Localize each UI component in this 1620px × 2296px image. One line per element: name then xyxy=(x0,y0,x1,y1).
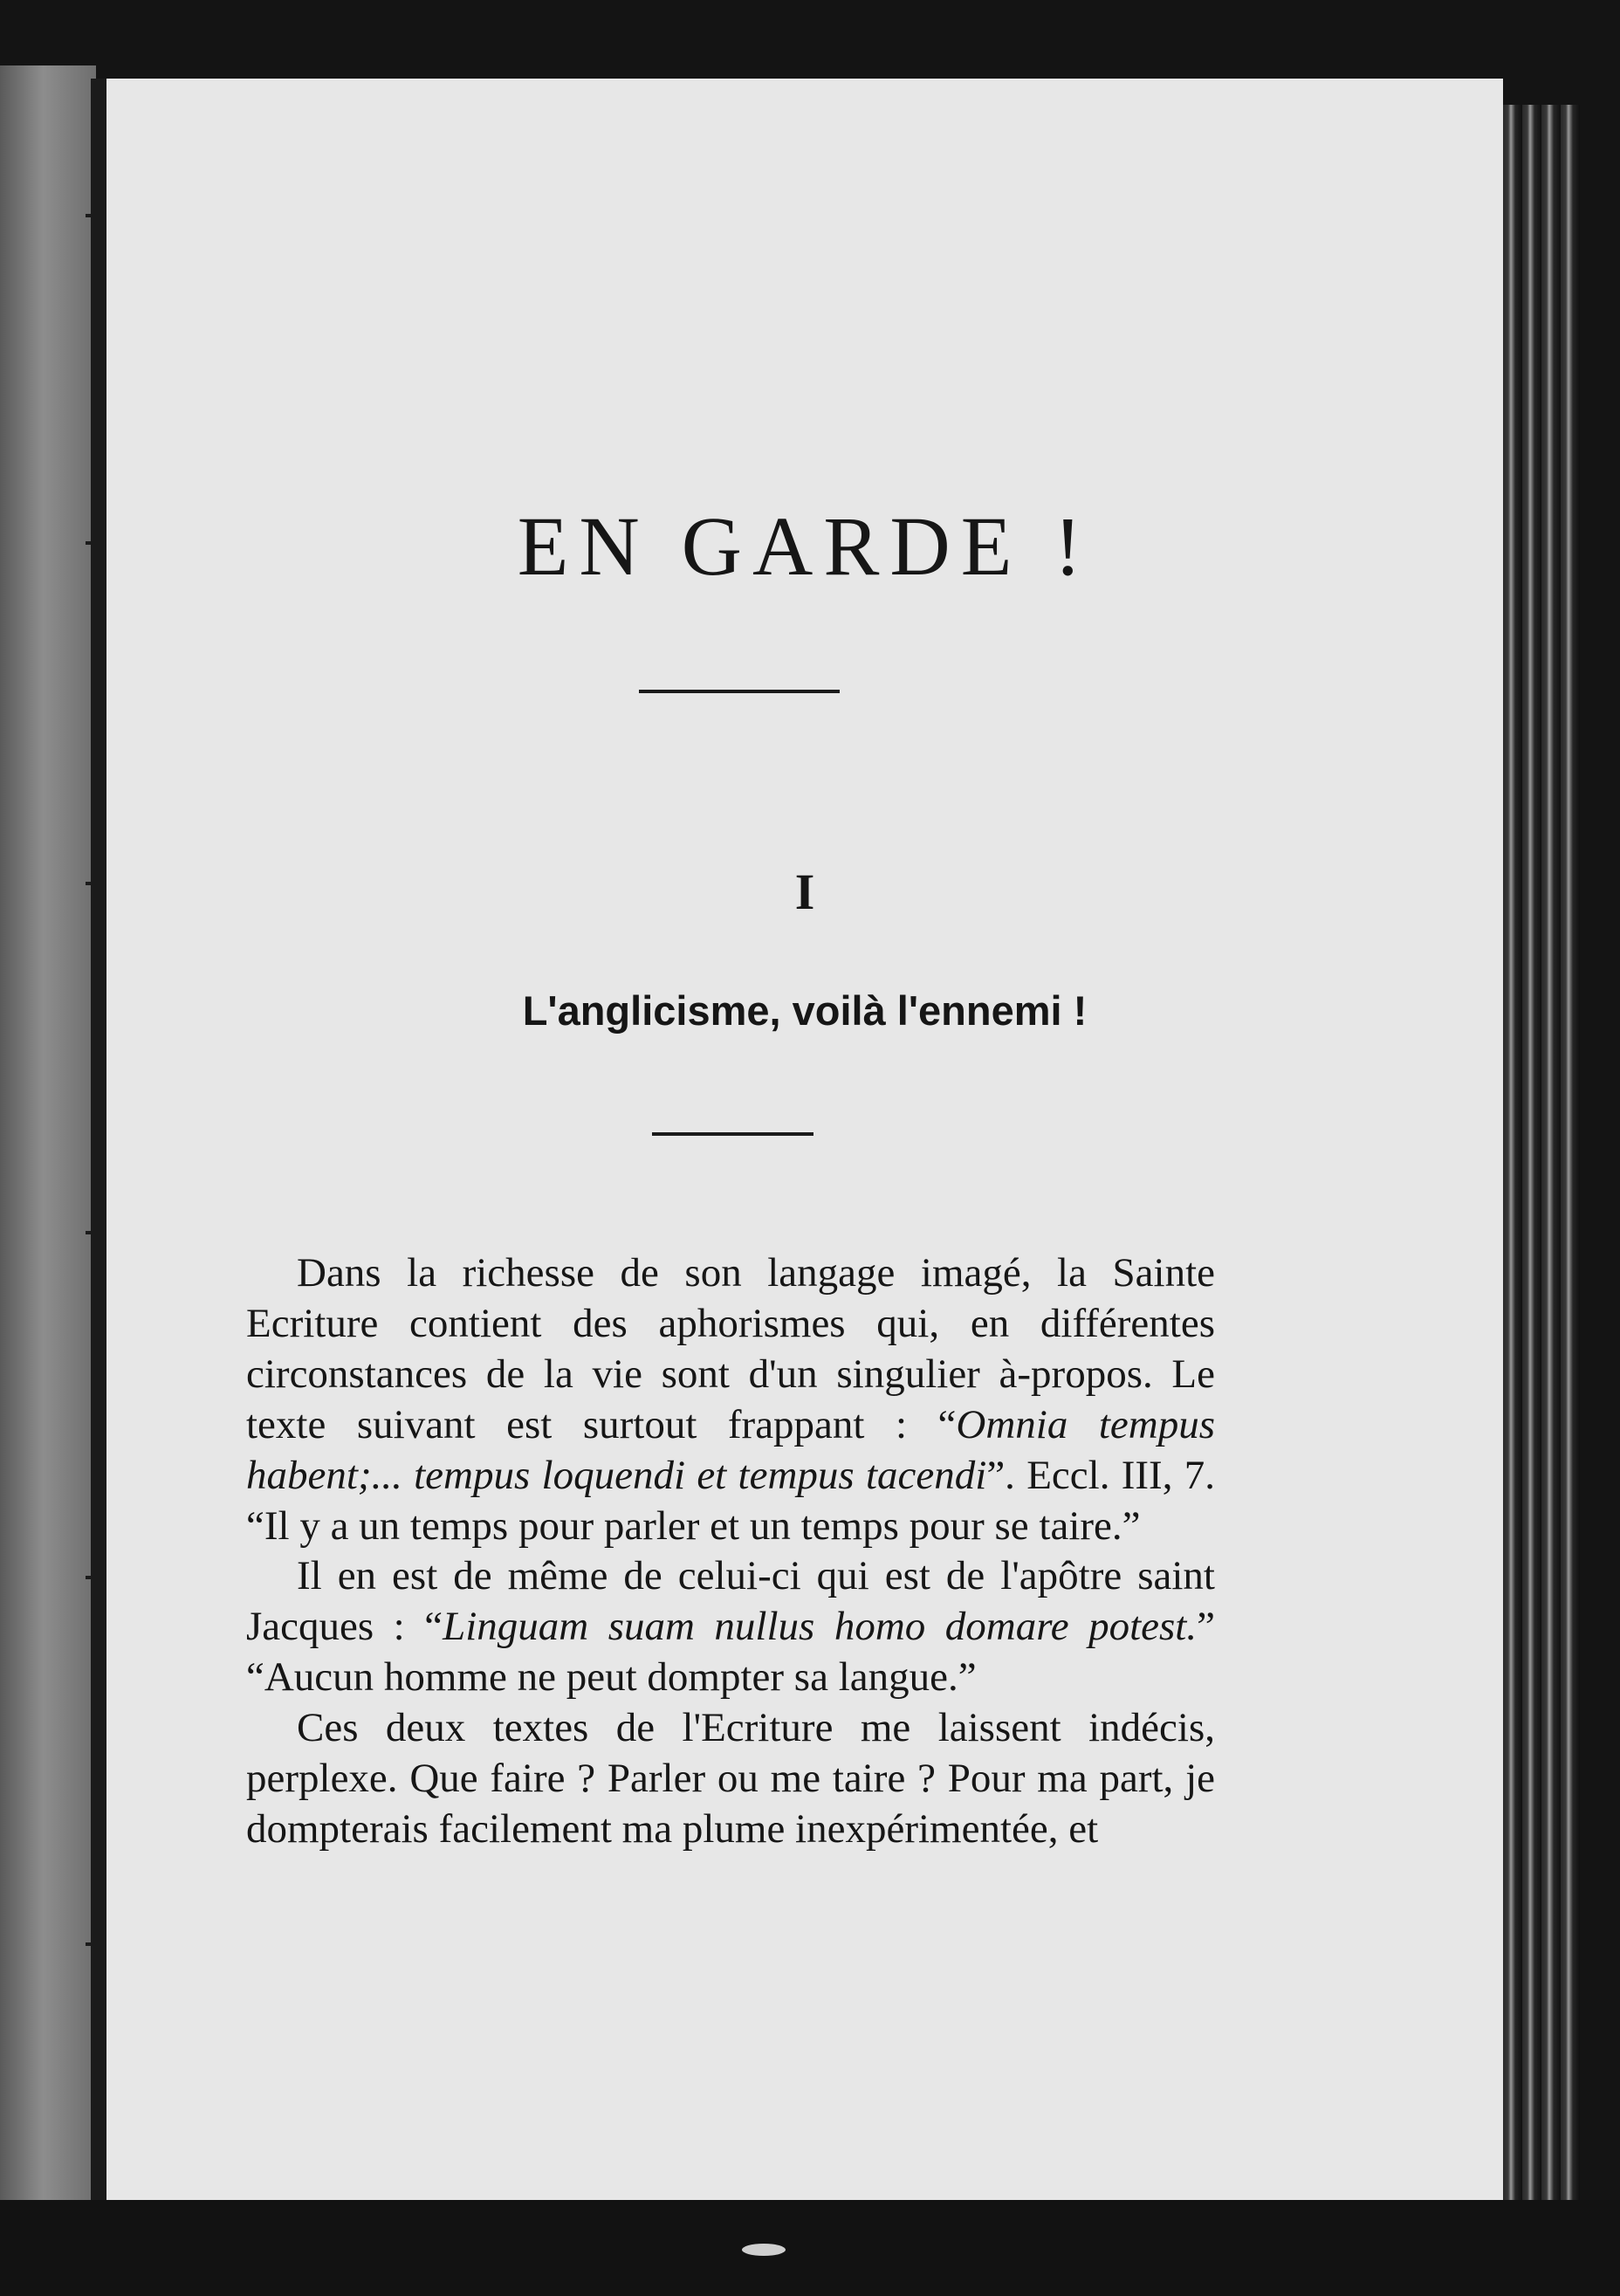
page-title: EN GARDE ! xyxy=(517,499,1093,593)
latin-quote: Omnia tempus habent;... tempus loquendi et tempus tacendi xyxy=(246,1401,1216,1498)
paragraph-2: Il en est de même de celui-ci qui est de l'apôtre saint Jacques : “Linguam suam nullus homo domare potest.” “Aucun homme ne peut dompter sa langue.” xyxy=(246,1553,1215,1701)
latin-quote: Linguam suam nullus homo domare potest. xyxy=(443,1604,1198,1650)
body-text xyxy=(246,1248,1215,1855)
paragraph-1: Dans la richesse de son langage imagé, la Sainte Ecriture contient des aphorismes qui, en différentes circonstances de la vie sont d'un singulier à-propos. Le texte suivant est surtout frappant : “Omnia tempus habent;... tempus loquendi et tempus tacendi”. Eccl. III, 7. “Il y a un temps pour parler et un temps pour se taire.” xyxy=(246,1250,1216,1549)
section-numeral: I xyxy=(794,863,815,920)
section-title: L'anglicisme, voilà l'ennemi ! xyxy=(522,987,1088,1034)
paragraph-3: Ces deux textes de l'Ecriture me laissent indécis, perplexe. Que faire ? Parler ou me taire ? Pour ma part, je dompterais facilement ma plume inexpérimentée, et xyxy=(246,1705,1215,1852)
facing-page-edge xyxy=(0,65,96,2222)
book-page xyxy=(106,79,1503,2200)
scan-bottom-margin xyxy=(0,2200,1620,2296)
section-divider xyxy=(652,1132,813,1136)
title-divider xyxy=(639,690,840,693)
scan-mark xyxy=(742,2244,786,2256)
